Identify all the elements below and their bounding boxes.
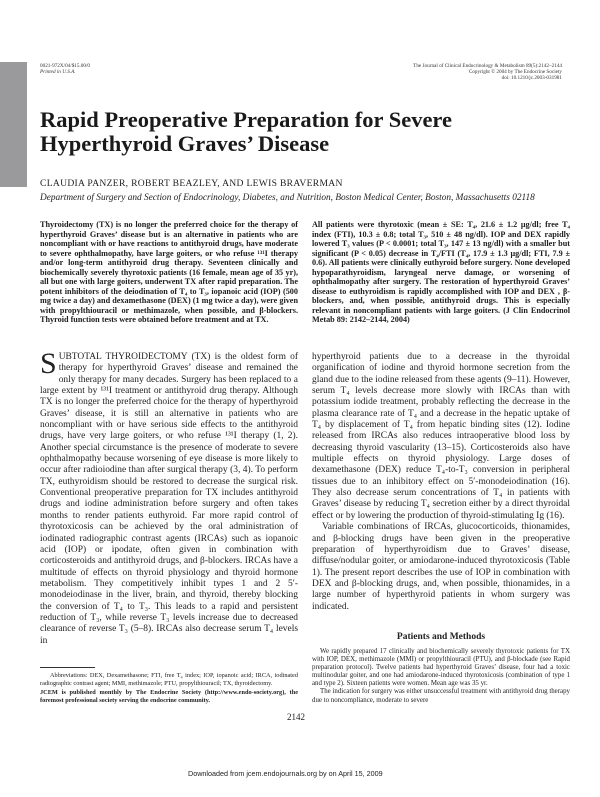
- methods-text: [312, 648, 570, 705]
- paragraph: The indication for surgery was either unsuccessful treatment with antithyroid drug therapy due to noncompliance, moderate to severe: [312, 688, 570, 704]
- body-right-column: [312, 352, 570, 613]
- footnote-divider: [40, 667, 95, 668]
- body-left-column: [40, 347, 298, 647]
- header-left: [40, 63, 90, 75]
- abstract-left: Thyroidectomy (TX) is no longer the preferred choice for the therapy of hyperthyroid Graves’ disease but is an alternative in patients who are noncompliant with or have reactions to antithyroid drugs, have moderate to severe ophthalmopathy, have large goiters, or who refuse ¹³¹I therapy and/or long-term antithyroid drug therapy. Seventeen clinically and biochemically severely thyrotoxic patients (16 female, mean age of 35 yr), all but one with large goiters, underwent TX after rapid preparation. The potent inhibitors of the deiodination of T₄ to T₃, iopanoic acid (IOP) (500 mg twice a day) and dexamethasone (DEX) (1 mg twice a day), were given with propylthiouracil or methimazole, when possible, and β-blockers. Thyroid function tests were obtained before treatment and at TX.: [40, 220, 298, 325]
- doi: doi: 10.1210/jc.2003-031981: [501, 75, 562, 82]
- footnotes: [40, 672, 298, 706]
- side-strip: [0, 62, 27, 187]
- article-title: [40, 108, 452, 156]
- section-heading: Patients and Methods: [396, 632, 486, 642]
- paragraph: We rapidly prepared 17 clinically and biochemically severely thyrotoxic patients for TX with IOP, DEX, methimazole (MMI) or propylthiouracil (PTU), and β-blockade (see Rapid preparation protocol). Twelve patients had hyperthyroid Graves’ disease, four had a toxic multinodular goiter, and one had amiodarone-induced thyrotoxicosis (combination of type 1 and type 2). Sixteen patients were women. Mean age was 35 yr.: [312, 648, 570, 688]
- intro-paragraph: [40, 347, 298, 647]
- abstract-right: All patients were thyrotoxic (mean ± SE: T₄, 21.6 ± 1.2 μg/dl; free T₄ index (FTI), 10.3 ± 0.8; total T₃, 510 ± 48 ng/dl). IOP and DEX rapidly lowered T₃ values (P < 0.0001; total T₃, 147 ± 13 ng/dl) with a smaller but significant (P < 0.05) decrease in T₄/FTI (T₄, 17.9 ± 1.3 μg/dl; FTI, 7.9 ± 0.6). All patients were clinically euthyroid before surgery. None developed hypoparathyroidism, laryngeal nerve damage, or worsening of ophthalmopathy after surgery. The restoration of hyperthyroid Graves’ disease to euthyroidism is rapidly accomplished with IOP and DEX , β-blockers, and, when possible, antithyroid drugs. This is especially relevant in noncompliant patients with large goiters. (J Clin Endocrinol Metab 89: 2142–2144, 2004): [312, 220, 570, 325]
- printed-in: Printed in U.S.A.: [40, 69, 76, 76]
- jcem-footnote: JCEM is published monthly by The Endocrine Society (http://www.endo-society.org), the foremost professional society serving the endocrine community.: [40, 689, 298, 704]
- paragraph: hyperthyroid patients due to a decrease in the thyroidal organification of iodine and thyroid hormone secretion from the gland due to the iodine released from these agents (9–11). However, serum T₄ levels decrease more slowly with IRCAs than with potassium iodide treatment, probably reflecting the decrease in the plasma clearance rate of T₄ and a decrease in the hepatic uptake of T₄ by displacement of T₄ from hepatic binding sites (12). Iodine released from IRCAs also reduces intraoperative blood loss by decreasing thyroid vascularity (13–15). Corticosteroids also have multiple effects on thyroid physiology. Large doses of dexamethasone (DEX) reduce T₄-to-T₃ conversion in peripheral tissues due to an inhibitory effect on 5′-monodeiodination (16). They also decrease serum concentrations of T₄ in patients with Graves’ disease by reducing T₄ secretion either by a direct thyroidal effect or by lowering the production of thyroid-stimulating Ig (16).: [312, 352, 570, 521]
- paragraph: Variable combinations of IRCAs, glucocorticoids, thionamides, and β-blocking drugs have been given in the preoperative preparation of hyperthyroidism due to Graves’ disease, diffuse/nodular goiter, or amiodarone-induced thyrotoxicosis (Table 1). The present report describes the use of IOP in combination with DEX and β-blocking drugs, and, when possible, thionamides, in a large number of hyperthyroid patients in whom surgery was indicated.: [312, 522, 570, 612]
- header-right: [413, 63, 562, 82]
- copyright: Copyright © 2004 by The Endocrine Society: [468, 69, 562, 76]
- download-notice: Downloaded from jcem.endojournals.org by on April 15, 2009: [188, 769, 383, 778]
- page-number: 2142: [287, 712, 305, 722]
- issn: 0021-972X/04/$15.00/0: [40, 63, 91, 69]
- title-line-2: Hyperthyroid Graves’ Disease: [40, 131, 330, 156]
- title-line-1: Rapid Preoperative Preparation for Severe: [40, 107, 452, 132]
- authors: CLAUDIA PANZER, ROBERT BEAZLEY, AND LEWIS BRAVERMAN: [40, 178, 343, 189]
- journal-citation: The Journal of Clinical Endocrinology & Metabolism 89(5):2142–2144: [413, 63, 562, 69]
- intro-text: UBTOTAL THYROIDECTOMY (TX) is the oldest form of therapy for hyperthyroid Graves’ disease and remained the only therapy for many decades. Surgery has been replaced to a large extent by ¹³¹I treatment or antithyroid drug therapy. Although TX is no longer the preferred choice for the therapy of hyperthyroid Graves’ disease, it is still an alternative in patients who are noncompliant with or have serious side effects to the antithyroid drugs, have very large goiters, or who refuse ¹³¹I therapy (1, 2). Another special circumstance is the presence of moderate to severe ophthalmopathy because worsening of eye disease is more likely to occur after radioiodine than after surgical therapy (3, 4). To perform TX, euthyroidism should be restored to decrease the surgical risk. Conventional preoperative preparation for TX includes antithyroid drugs and iodine administration before surgery and often takes months to render patients euthyroid. Far more rapid control of thyrotoxicosis can be achieved by the oral administration of iodinated radiographic contrast agents (IRCAs) such as iopanoic acid (IOP) or ipodate, often given in combination with corticosteroids and antithyroid drugs, and β-blockers. IRCAs have a multitude of effects on thyroid physiology and thyroid hormone metabolism. They competitively inhibit types 1 and 2 5′-monodeiodinase in the liver, brain, and thyroid, thereby blocking the conversion of T₄ to T₃. This leads to a rapid and persistent reduction of T₃, while reverse T₃ levels increase due to decreased clearance of reverse T₃ (5–8). IRCAs also decrease serum T₄ levels in: [40, 352, 298, 646]
- abbreviations-footnote: Abbreviations: DEX, Dexamethasone; FTI, free T₄ index; IOP, iopanoic acid; IRCA, iodinated radiographic contrast agent; MMI, methimazole; PTU, propylthiouracil; TX, thyroidectomy.: [40, 672, 298, 687]
- drop-cap: S: [40, 347, 57, 380]
- affiliation: Department of Surgery and Section of Endocrinology, Diabetes, and Nutrition, Boston Medical Center, Boston, Massachusetts 02118: [40, 193, 535, 203]
